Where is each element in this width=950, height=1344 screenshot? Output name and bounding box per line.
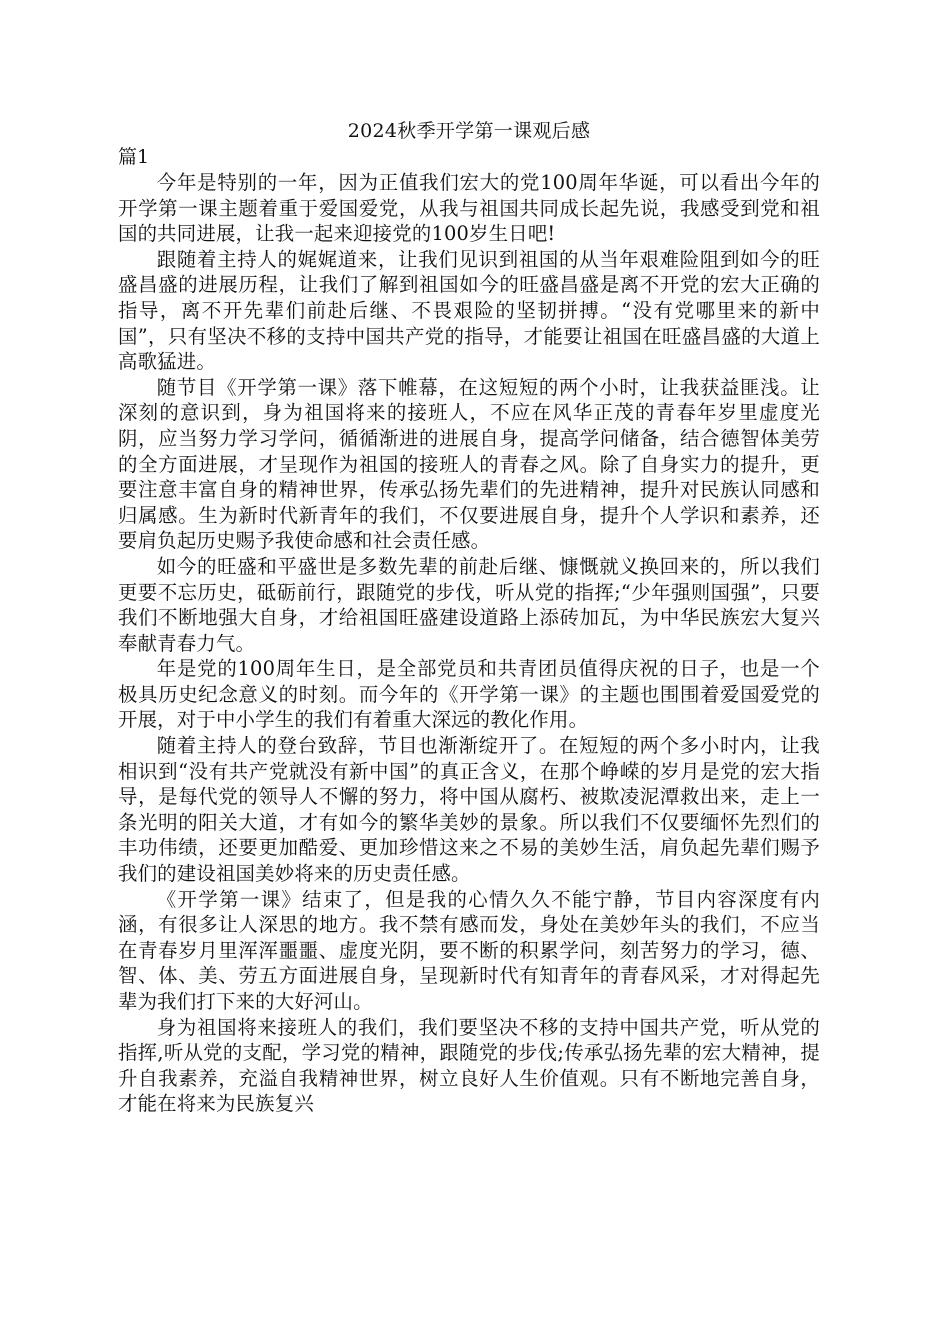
paragraph-3: 随节目《开学第一课》落下帷幕，在这短短的两个小时，让我获益匪浅。让深刻的意识到，身为祖国将来的接班人，不应在风华正茂的青春年岁里虚度光阴，应当努力学习学问，循循渐进的进展自身，提高学问储备，结合德智体美劳的全方面进展，才呈现作为祖国的接班人的青春之风。除了自身实力的提升，更要注意丰富自身的精神世界，传承弘扬先辈们的先进精神，提升对民族认同感和归属感。生为新时代新青年的我们，不仅要进展自身，提升个人学识和素养，还要肩负起历史赐予我使命感和社会责任感。 [118,375,820,553]
paragraph-4: 如今的旺盛和平盛世是多数先辈的前赴后继、慷慨就义换回来的，所以我们更要不忘历史，砥砺前行，跟随党的步伐，听从党的指挥;“少年强则国强”，只要我们不断地强大自身，才给祖国旺盛建设道路上添砖加瓦，为中华民族宏大复兴奉献青春力气。 [118,554,820,655]
paragraph-2: 跟随着主持人的娓娓道来，让我们见识到祖国的从当年艰难险阻到如今的旺盛昌盛的进展历程，让我们了解到祖国如今的旺盛昌盛是离不开党的宏大正确的指导，离不开先辈们前赴后继、不畏艰险的坚韧拼搏。“没有党哪里来的新中国”，只有坚决不移的支持中国共产党的指导，才能要让祖国在旺盛昌盛的大道上高歌猛进。 [118,247,820,374]
paragraph-8: 身为祖国将来接班人的我们，我们要坚决不移的支持中国共产党，听从党的指挥,听从党的支配，学习党的精神，跟随党的步伐;传承弘扬先辈的宏大精神，提升自我素养，充溢自我精神世界，树立良好人生价值观。只有不断地完善自身，才能在将来为民族复兴 [118,1015,820,1116]
paragraph-1: 今年是特别的一年，因为正值我们宏大的党100周年华诞，可以看出今年的开学第一课主题着重于爱国爱党，从我与祖国共同成长起先说，我感受到党和祖国的共同进展，让我一起来迎接党的100岁生日吧! [118,171,820,246]
section-label: 篇1 [118,146,150,168]
document-title: 2024秋季开学第一课观后感 [347,120,591,142]
paragraph-6: 随着主持人的登台致辞，节目也渐渐绽开了。在短短的两个多小时内，让我相识到“没有共产党就没有新中国”的真正含义，在那个峥嵘的岁月是党的宏大指导，是每代党的领导人不懈的努力，将中国从腐朽、被欺凌泥潭救出来，走上一条光明的阳关大道，才有如今的繁华美妙的景象。所以我们不仅要缅怀先烈们的丰功伟绩，还要更加酷爱、更加珍惜这来之不易的美妙生活，肩负起先辈们赐予我们的建设祖国美妙将来的历史责任感。 [118,734,820,886]
paragraph-7: 《开学第一课》结束了，但是我的心情久久不能宁静，节目内容深度有内涵，有很多让人深思的地方。我不禁有感而发，身处在美妙年头的我们，不应当在青春岁月里浑浑噩噩、虚度光阴，要不断的积累学问，刻苦努力的学习，德、智、体、美、劳五方面进展自身，呈现新时代有知青年的青春风采，才对得起先辈为我们打下来的大好河山。 [118,887,820,1013]
paragraph-5: 年是党的100周年生日，是全部党员和共青团员值得庆祝的日子，也是一个极具历史纪念意义的时刻。而今年的《开学第一课》的主题也围围着爱国爱党的开展，对于中小学生的我们有着重大深远的教化作用。 [118,657,820,732]
document-page [118,118,820,1117]
